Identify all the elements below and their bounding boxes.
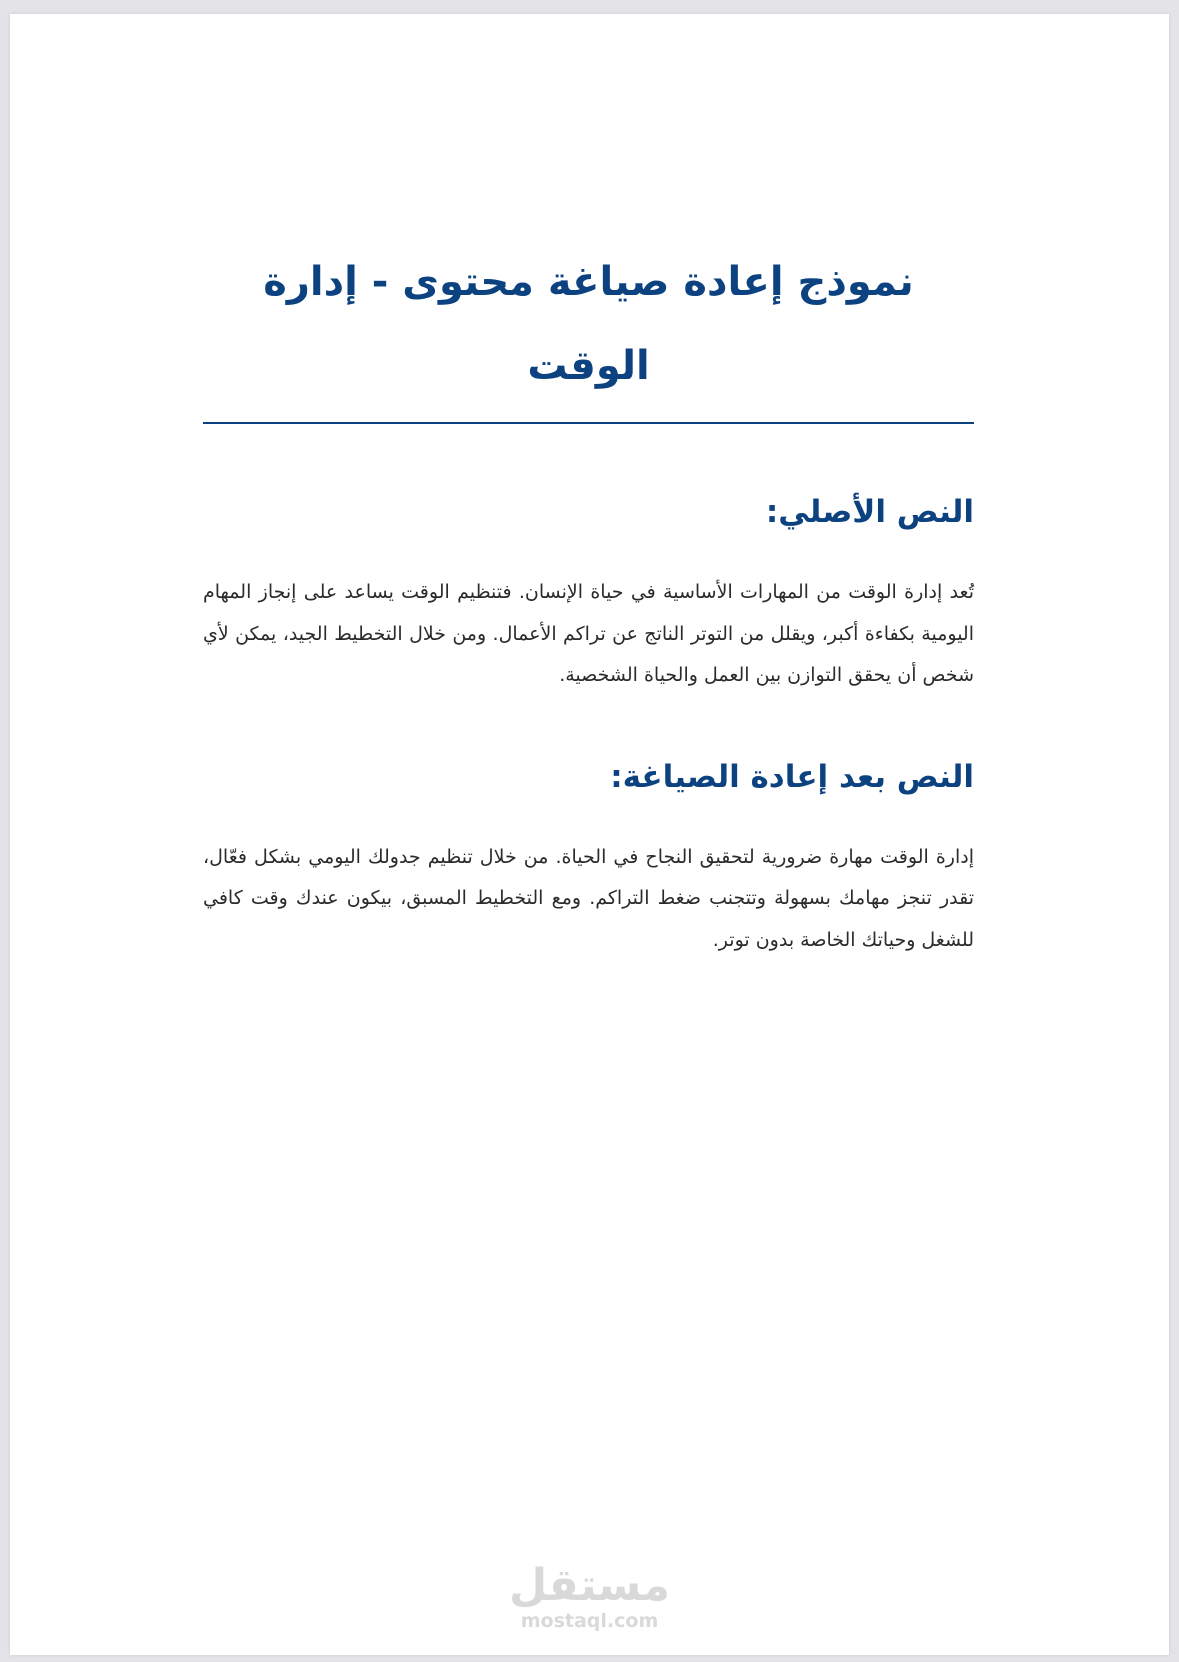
rephrased-text-heading: النص بعد إعادة الصياغة: [610,758,974,795]
mostaql-watermark [10,1562,1169,1632]
original-text-paragraph: تُعد إدارة الوقت من المهارات الأساسية في حياة الإنسان. فتنظيم الوقت يساعد على إنجاز المهام اليومية بكفاءة أكبر، ويقلل من التوتر الناتج عن تراكم الأعمال. ومن خلال التخطيط الجيد، يمكن لأي شخص أن يحقق التوازن بين العمل والحياة الشخصية. [203,581,974,686]
document-page [10,14,1169,1655]
watermark-latin-text: mostaql.com [520,1610,659,1632]
rephrased-text-paragraph: إدارة الوقت مهارة ضرورية لتحقيق النجاح في الحياة. من خلال تنظيم جدولك اليومي بشكل فعّال، تقدر تنجز مهامك بسهولة وتتجنب ضغط التراكم. ومع التخطيط المسبق، بيكون عندك وقت كافي للشغل وحياتك الخاصة بدون توتر. [203,845,974,951]
watermark-arabic-text: مستقل [509,1560,670,1611]
document-title: نموذج إعادة صياغة محتوى - إدارة الوقت [263,259,914,389]
document-content [203,240,974,961]
original-text-heading: النص الأصلي: [765,494,974,530]
title-divider [203,422,974,424]
